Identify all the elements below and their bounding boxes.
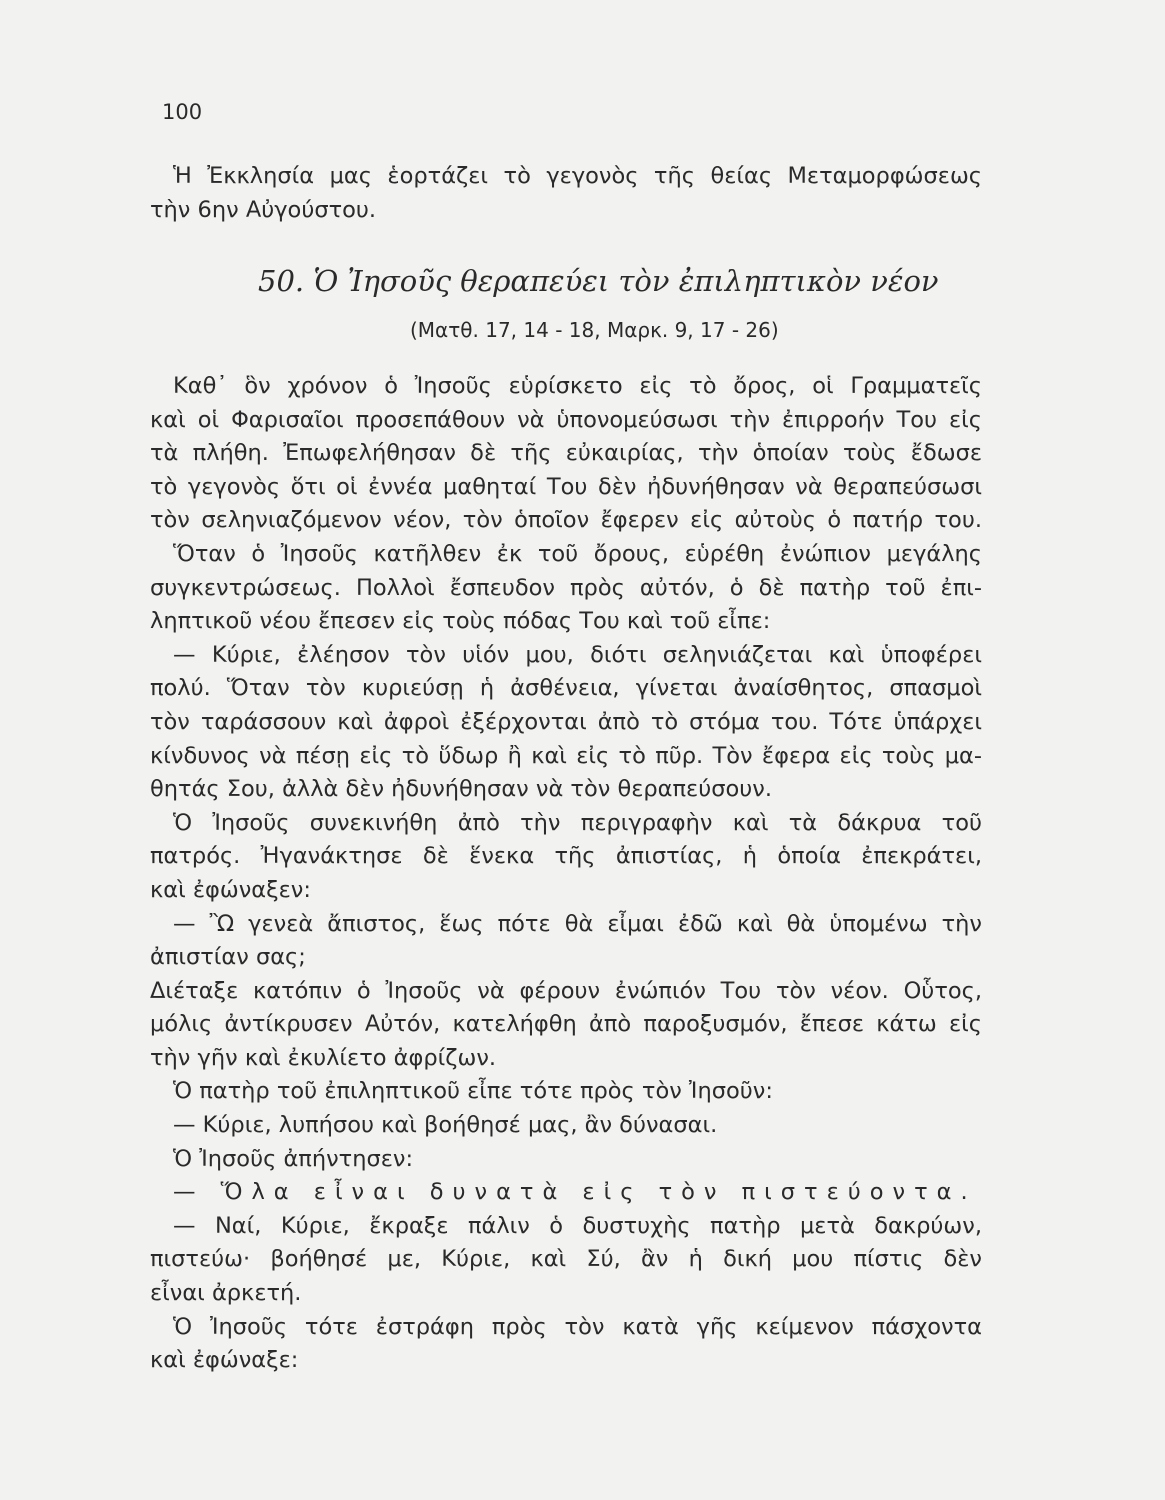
text-line: Ὁ Ἰησοῦς τότε ἐστράφη πρὸς τὸν κατὰ γῆς κείμενον πάσχοντα (173, 1313, 982, 1340)
section-title: 50. Ὁ Ἰησοῦς θεραπεύει τὸν ἐπιληπτικὸν νέον (258, 264, 939, 298)
text-line: — Κύριε, ἐλέησον τὸν υἱόν μου, διότι σεληνιάζεται καὶ ὑποφέρει (173, 641, 982, 668)
text-line: τὸν ταράσσουν καὶ ἀφροὶ ἐξέρχονται ἀπὸ τὸ στόμα του. Τότε ὑπάρχει (150, 708, 982, 735)
text-line: — Ὢ γενεὰ ἄπιστος, ἕως πότε θὰ εἶμαι ἐδῶ καὶ θὰ ὑπομένω τὴν (173, 910, 982, 937)
text-line: ἀπιστίαν σας; (150, 944, 306, 971)
text-line: τὸ γεγονὸς ὅτι οἱ ἐννέα μαθηταί Του δὲν ἠδυνήθησαν νὰ θεραπεύσωσι (150, 473, 982, 500)
text-line: πολύ. Ὅταν τὸν κυριεύσῃ ἡ ἀσθένεια, γίνεται ἀναίσθητος, σπασμοὶ (150, 675, 982, 702)
text-line: Διέταξε κατόπιν ὁ Ἰησοῦς νὰ φέρουν ἐνώπιόν Του τὸν νέον. Οὗτος, (150, 977, 982, 1004)
text-line: συγκεντρώσεως. Πολλοὶ ἔσπευδον πρὸς αὐτόν, ὁ δὲ πατὴρ τοῦ ἐπι- (150, 574, 982, 601)
intro-paragraph (150, 160, 982, 227)
text-line: θητάς Σου, ἀλλὰ δὲν ἠδυνήθησαν νὰ τὸν θεραπεύσουν. (150, 776, 772, 803)
text-line: Ὁ Ἰησοῦς ἀπήντησεν: (173, 1145, 414, 1172)
text-line: καὶ ἐφώναξε: (150, 1347, 299, 1374)
text-line: Καθ᾽ ὃν χρόνον ὁ Ἰησοῦς εὑρίσκετο εἰς τὸ ὄρος, οἱ Γραμματεῖς (173, 373, 982, 399)
text-line: πιστεύω· βοήθησέ με, Κύριε, καὶ Σύ, ἂν ἡ δική μου πίστις δὲν (150, 1246, 982, 1273)
page-number: 100 (162, 100, 203, 124)
text-line: Ὅταν ὁ Ἰησοῦς κατῆλθεν ἐκ τοῦ ὄρους, εὑρέθη ἐνώπιον μεγάλης (173, 540, 982, 567)
text-line: — Ὅλα εἶναι δυνατὰ εἰς τὸν πιστεύοντα. (173, 1179, 977, 1206)
text-line: Ἡ Ἐκκλησία μας ἑορτάζει τὸ γεγονὸς τῆς θείας Μεταμορφώσεως (173, 163, 982, 189)
text-line: ληπτικοῦ νέου ἔπεσεν εἰς τοὺς πόδας Του καὶ τοῦ εἶπε: (150, 608, 771, 635)
text-line: μόλις ἀντίκρυσεν Αὐτόν, κατελήφθη ἀπὸ παροξυσμόν, ἔπεσε κάτω εἰς (150, 1011, 982, 1038)
body-text (150, 370, 982, 1378)
text-line: κίνδυνος νὰ πέσῃ εἰς τὸ ὕδωρ ἢ καὶ εἰς τὸ πῦρ. Τὸν ἔφερα εἰς τοὺς μα- (150, 742, 982, 769)
text-line: τὴν 6ην Αὐγούστου. (150, 196, 377, 223)
text-line: τὸν σεληνιαζόμενον νέον, τὸν ὁποῖον ἔφερεν εἰς αὐτοὺς ὁ πατήρ του. (150, 507, 982, 534)
text-line: Ὁ πατὴρ τοῦ ἐπιληπτικοῦ εἶπε τότε πρὸς τὸν Ἰησοῦν: (173, 1078, 773, 1105)
text-line: καὶ οἱ Φαρισαῖοι προσεπάθουν νὰ ὑπονομεύσωσι τὴν ἐπιρροήν Του εἰς (150, 406, 982, 433)
scripture-reference: (Ματθ. 17, 14 - 18, Μαρκ. 9, 17 - 26) (410, 318, 779, 342)
text-line: τὴν γῆν καὶ ἐκυλίετο ἀφρίζων. (150, 1044, 497, 1071)
text-line: εἶναι ἀρκετή. (150, 1280, 302, 1307)
text-line: πατρός. Ἠγανάκτησε δὲ ἕνεκα τῆς ἀπιστίας, ἡ ὁποία ἐπεκράτει, (150, 843, 982, 870)
text-line: — Ναί, Κύριε, ἔκραξε πάλιν ὁ δυστυχὴς πατὴρ μετὰ δακρύων, (173, 1212, 982, 1239)
text-line: — Κύριε, λυπήσου καὶ βοήθησέ μας, ἂν δύνασαι. (173, 1112, 718, 1139)
text-line: Ὁ Ἰησοῦς συνεκινήθη ἀπὸ τὴν περιγραφὴν καὶ τὰ δάκρυα τοῦ (173, 809, 982, 836)
text-line: καὶ ἐφώναξεν: (150, 876, 311, 903)
text-line: τὰ πλήθη. Ἐπωφελήθησαν δὲ τῆς εὐκαιρίας, τὴν ὁποίαν τοὺς ἔδωσε (150, 440, 982, 467)
